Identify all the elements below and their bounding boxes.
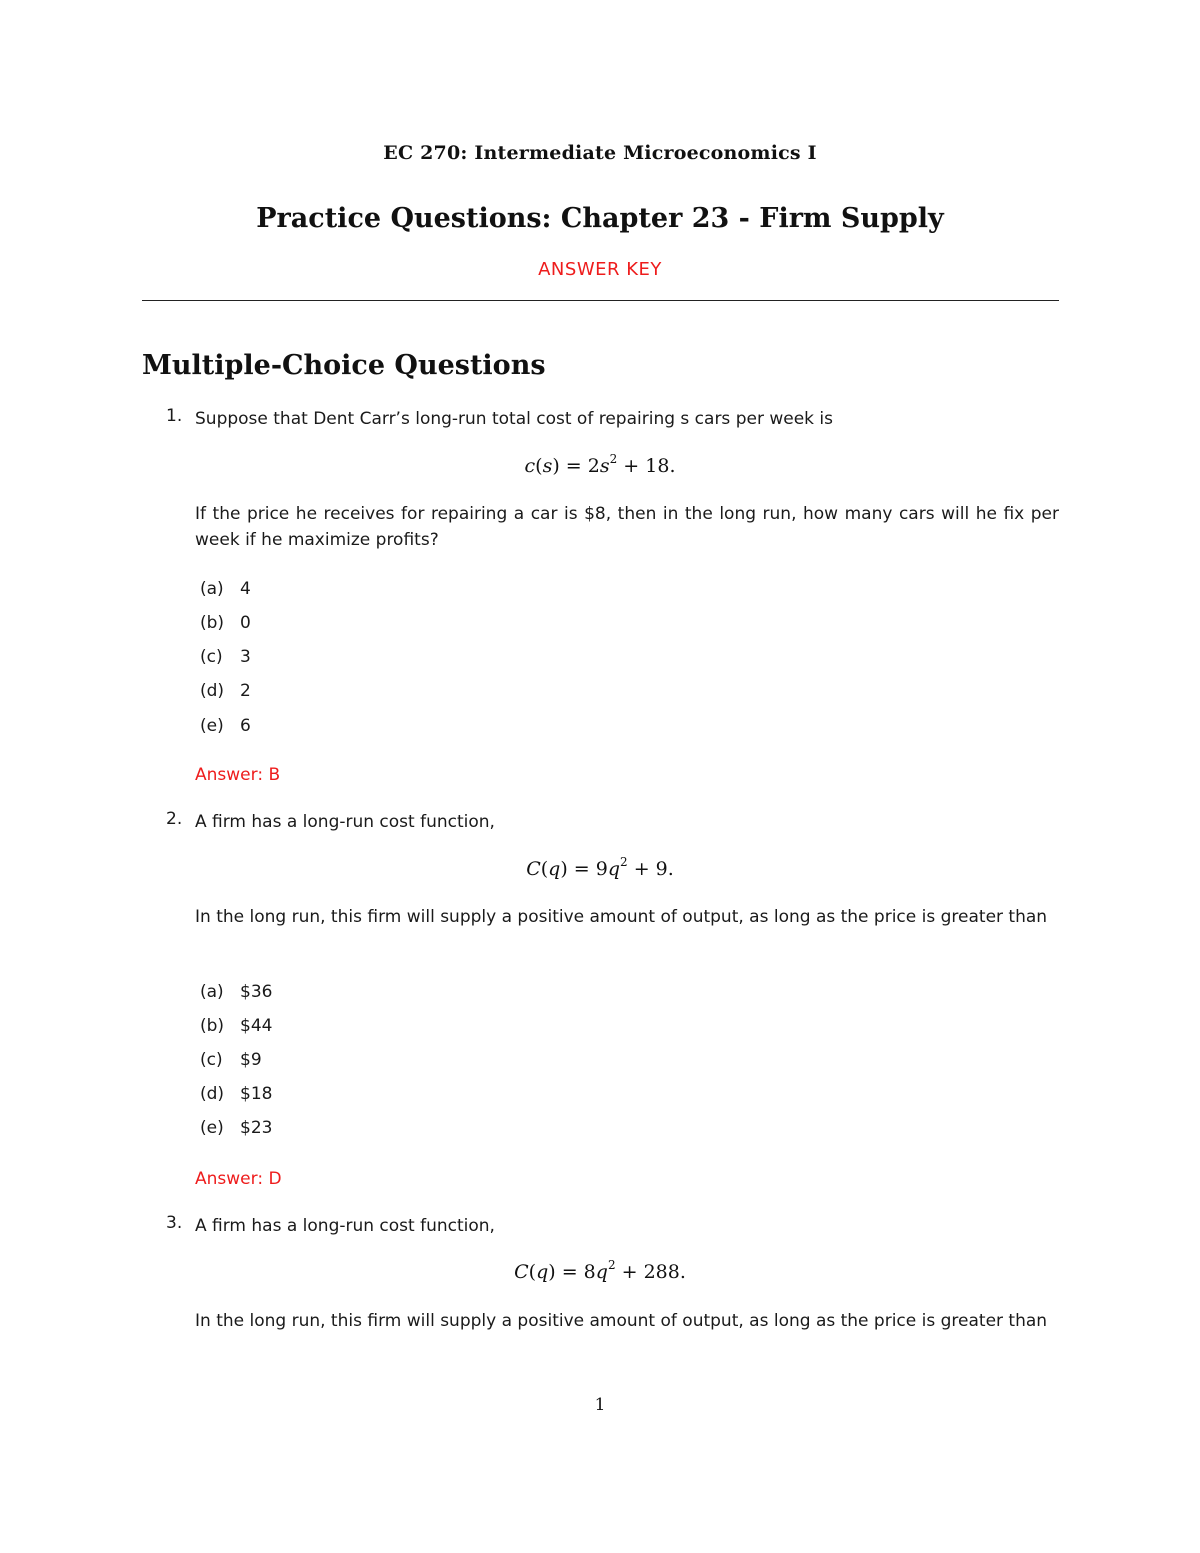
question-number: 3. xyxy=(166,1213,183,1233)
question-prompt: A firm has a long-run cost function, xyxy=(195,812,495,832)
section-title: Multiple-Choice Questions xyxy=(142,350,546,381)
question-number: 2. xyxy=(166,809,183,829)
option-a: (a) $36 xyxy=(200,982,273,1002)
page-number: 1 xyxy=(594,1395,606,1415)
option-d: (d) 2 xyxy=(200,681,251,701)
question-followup: If the price he receives for repairing a car is $8, then in the long run, how many cars will he fix per week if he maximize profits? xyxy=(195,504,1059,550)
question-prompt: Suppose that Dent Carr’s long-run total cost of repairing s cars per week is xyxy=(195,409,833,429)
option-a: (a) 4 xyxy=(200,579,251,599)
cost-formula: $C(q) = 8q^2 + 288$. xyxy=(514,1258,686,1283)
question-followup: In the long run, this firm will supply a positive amount of output, as long as the price is greater than xyxy=(195,1311,1048,1331)
option-b: (b) 0 xyxy=(200,613,251,633)
cost-formula: $C(q) = 9q^2 + 9$. xyxy=(526,855,674,880)
answer-key-label: ANSWER KEY xyxy=(538,259,662,280)
option-b: (b) $44 xyxy=(200,1016,273,1036)
option-d: (d) $18 xyxy=(200,1084,273,1104)
header-divider xyxy=(142,300,1059,301)
answer-label: Answer: D xyxy=(195,1169,282,1189)
cost-formula: $c(s) = 2s^2 + 18$. xyxy=(524,452,676,477)
option-c: (c) 3 xyxy=(200,647,251,667)
answer-label: Answer: B xyxy=(195,765,281,785)
question-followup: In the long run, this firm will supply a positive amount of output, as long as the price is greater than xyxy=(195,907,1048,927)
question-prompt: A firm has a long-run cost function, xyxy=(195,1216,495,1236)
question-number: 1. xyxy=(166,406,183,426)
option-e: (e) 6 xyxy=(200,716,251,736)
option-c: (c) $9 xyxy=(200,1050,262,1070)
course-title: EC 270: Intermediate Microeconomics I xyxy=(383,142,817,164)
option-e: (e) $23 xyxy=(200,1118,273,1138)
document-title: Practice Questions: Chapter 23 - Firm Supply xyxy=(256,203,944,234)
